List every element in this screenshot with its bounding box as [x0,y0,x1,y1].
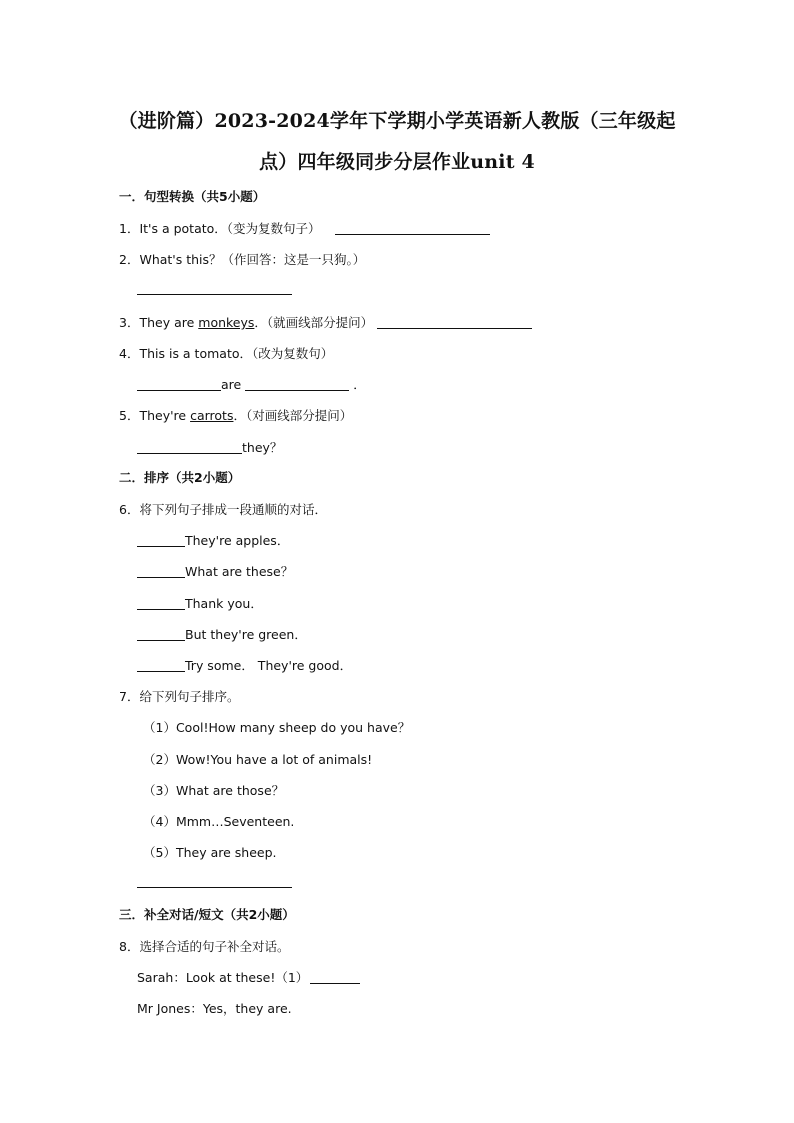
answer-blank[interactable] [137,281,292,295]
question-number: 6． [119,502,140,517]
answer-tail: they？ [242,440,283,455]
question-number: 2． [119,252,140,267]
dialogue-line: Mr Jones：Yes，they are. [137,1001,292,1016]
question-text: It's a potato．（变为复数句子） [139,221,321,236]
question-text: This is a tomato．（改为复数句） [139,346,334,361]
page-title-line-1: （进阶篇）2023-2024学年下学期小学英语新人教版（三年级起 [118,110,676,132]
question-3 [119,313,532,331]
section-heading-3: 三．补全对话/短文（共2小题） [119,907,295,922]
order-item-text: Try some． They're good． [185,658,353,673]
question-number: 1． [119,221,140,236]
question-2-answer [137,281,292,296]
question-text: What's this？（作回答：这是一只狗。） [139,252,366,267]
answer-blank[interactable] [377,315,532,329]
answer-blank[interactable] [137,627,185,641]
answer-blank[interactable] [137,533,185,547]
question-number: 3． [119,315,140,330]
question-8 [119,937,289,955]
page-title-line-2: 点）四年级同步分层作业unit 4 [259,151,535,173]
order-item-text: But they're green． [185,627,307,642]
answer-blank[interactable] [137,596,185,610]
underlined-word: carrots [190,408,234,423]
question-number: 5． [119,408,140,423]
answer-punct: ． [353,377,366,392]
question-text-post: ．（对画线部分提问） [233,408,353,423]
question-4 [119,344,333,362]
question-5-answer [137,438,282,456]
question-number: 7． [119,689,140,704]
answer-blank[interactable] [335,221,490,235]
dialogue-text: Sarah：Look at these!（1） [137,970,309,985]
question-6 [119,500,327,518]
section-heading-1: 一．句型转换（共5小题） [119,189,266,204]
answer-blank[interactable] [245,377,349,391]
order-sentence: （5）They are sheep. [143,845,277,860]
order-item [137,531,289,549]
order-item [137,594,263,612]
question-number: 4． [119,346,140,361]
question-text-post: ．（就画线部分提问） [254,315,374,330]
question-4-answer [137,375,366,393]
order-item-text: What are these？ [185,564,294,579]
answer-blank[interactable] [137,564,185,578]
order-item-text: They're apples． [185,533,290,548]
question-text-pre: They're [139,408,191,423]
question-text: 给下列句子排序。 [139,689,240,704]
order-sentence: （2）Wow!You have a lot of animals! [143,752,373,767]
question-text: 选择合适的句子补全对话。 [139,939,290,954]
order-item [137,562,293,580]
answer-blank[interactable] [137,377,221,391]
answer-blank[interactable] [137,658,185,672]
order-sentence: （1）Cool!How many sheep do you have？ [143,720,411,735]
answer-blank[interactable] [310,970,360,984]
question-text: 将下列句子排成一段通顺的对话． [139,502,327,517]
question-number: 8． [119,939,140,954]
question-1 [119,219,490,237]
order-item-text: Thank you． [185,596,263,611]
dialogue-line [137,968,360,986]
order-item [137,625,307,643]
question-text-pre: They are [139,315,199,330]
order-sentence: （3）What are those？ [143,783,285,798]
question-2 [119,250,365,268]
answer-blank[interactable] [137,440,242,454]
section-heading-2: 二．排序（共2小题） [119,470,241,485]
answer-blank[interactable] [137,874,292,888]
answer-word: are [221,377,242,392]
question-7 [119,687,239,705]
question-5 [119,406,352,424]
order-item [137,656,352,674]
order-sentence: （4）Mmm…Seventeen. [143,814,295,829]
question-7-answer [137,874,292,889]
underlined-word: monkeys [198,315,255,330]
